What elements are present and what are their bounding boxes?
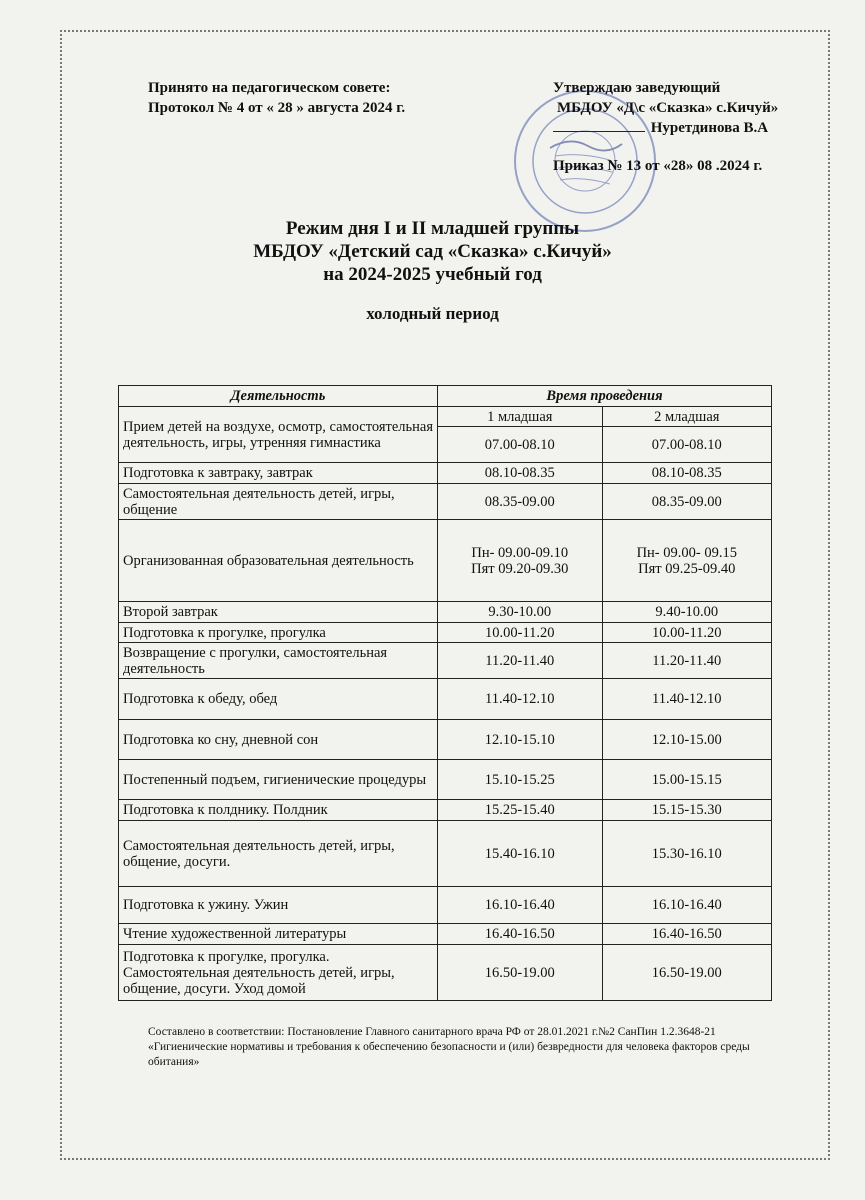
activity-cell: Возвращение с прогулки, самостоятельная деятельность (119, 643, 438, 679)
table-row (119, 924, 772, 945)
time-cell: 12.10-15.00 (602, 720, 771, 760)
approved-line-1: Утверждаю заведующий (553, 80, 721, 96)
time-fri: Пят 09.20-09.30 (471, 560, 569, 577)
approval-line-1: Принято на педагогическом совете: (148, 80, 391, 96)
time-cell: 16.50-19.00 (602, 945, 771, 1001)
activity-cell: Чтение художественной литературы (119, 924, 438, 945)
table-row (119, 520, 772, 602)
table-header-row (119, 386, 772, 407)
signer-name: Нуретдинова В.А (650, 120, 769, 136)
column-header-time: Время проведения (438, 386, 772, 407)
activity-cell: Прием детей на воздухе, осмотр, самостоятельная деятельность, игры, утренняя гимнастика (119, 407, 438, 463)
signature-line (553, 118, 778, 138)
signature-blank (553, 131, 645, 132)
group-2-header: 2 младшая (602, 407, 771, 427)
activity-cell: Самостоятельная деятельность детей, игры, общение, досуги. (119, 821, 438, 887)
time-cell: 15.40-16.10 (438, 821, 603, 887)
table-row (119, 800, 772, 821)
time-cell: 15.25-15.40 (438, 800, 603, 821)
academic-year: на 2024-2025 учебный год (323, 264, 542, 285)
table-row (119, 602, 772, 623)
time-cell: 08.35-09.00 (438, 484, 603, 520)
time-cell: 16.40-16.50 (602, 924, 771, 945)
time-cell: 10.00-11.20 (438, 623, 603, 643)
time-mon: Пн- 09.00- 09.15 (636, 544, 737, 561)
table-row (119, 720, 772, 760)
time-cell: 08.10-08.35 (602, 463, 771, 484)
table-row (119, 407, 772, 427)
time-fri: Пят 09.25-09.40 (638, 560, 736, 577)
activity-cell: Подготовка к обеду, обед (119, 679, 438, 720)
activity-cell: Подготовка к прогулке, прогулка (119, 623, 438, 643)
activity-cell: Организованная образовательная деятельность (119, 520, 438, 602)
approval-block (148, 78, 405, 118)
time-cell: 16.40-16.50 (438, 924, 603, 945)
time-cell: 07.00-08.10 (438, 427, 603, 463)
time-cell: 15.30-16.10 (602, 821, 771, 887)
time-mon: Пн- 09.00-09.10 (471, 544, 569, 561)
legal-footnote: Составлено в соответствии: Постановление Главного санитарного врача РФ от 28.01.2021 г.№2 СанПин 1.2.3648-21 «Гигиенические нормативы и требования к обеспечению безопасности и (или) безвредности для человека факторов среды обитания» (148, 1026, 750, 1068)
activity-cell: Самостоятельная деятельность детей, игры, общение (119, 484, 438, 520)
time-cell: 15.10-15.25 (438, 760, 603, 800)
table-row (119, 760, 772, 800)
time-cell: 16.10-16.40 (602, 887, 771, 924)
activity-cell: Постепенный подъем, гигиенические процедуры (119, 760, 438, 800)
schedule-table (118, 385, 772, 1001)
activity-cell: Подготовка к завтраку, завтрак (119, 463, 438, 484)
time-cell: 12.10-15.10 (438, 720, 603, 760)
institution-name: МБДОУ «Детский сад «Сказка» с.Кичуй» (253, 241, 612, 262)
time-cell: 08.35-09.00 (602, 484, 771, 520)
activity-cell: Подготовка к прогулке, прогулка. Самостоятельная деятельность детей, игры, общение, досуги. Уход домой (119, 945, 438, 1001)
table-row (119, 484, 772, 520)
document-title: Режим дня I и II младшей группы (285, 218, 580, 239)
table-row (119, 623, 772, 643)
table-row (119, 679, 772, 720)
table-row (119, 945, 772, 1001)
time-cell: 11.20-11.40 (602, 643, 771, 679)
time-cell: 15.00-15.15 (602, 760, 771, 800)
time-cell: 08.10-08.35 (438, 463, 603, 484)
period-title: холодный период (366, 304, 499, 323)
time-cell: 16.50-19.00 (438, 945, 603, 1001)
table-row (119, 887, 772, 924)
time-cell: 9.40-10.00 (602, 602, 771, 623)
time-cell: 11.40-12.10 (438, 679, 603, 720)
time-cell: 11.40-12.10 (602, 679, 771, 720)
time-cell (602, 520, 771, 602)
activity-cell: Подготовка к ужину. Ужин (119, 887, 438, 924)
activity-cell: Подготовка ко сну, дневной сон (119, 720, 438, 760)
column-header-activity: Деятельность (119, 386, 438, 407)
time-cell: 07.00-08.10 (602, 427, 771, 463)
table-row (119, 463, 772, 484)
table-row (119, 821, 772, 887)
approval-line-2: Протокол № 4 от « 28 » августа 2024 г. (148, 100, 406, 116)
group-1-header: 1 младшая (438, 407, 603, 427)
approved-by-block (553, 78, 778, 176)
table-row (119, 643, 772, 679)
approved-line-2: МБДОУ «Д\с «Сказка» с.Кичуй» (557, 100, 779, 116)
activity-cell: Подготовка к полднику. Полдник (119, 800, 438, 821)
order-line: Приказ № 13 от «28» 08 .2024 г. (553, 158, 763, 174)
time-cell: 11.20-11.40 (438, 643, 603, 679)
time-cell: 16.10-16.40 (438, 887, 603, 924)
activity-cell: Второй завтрак (119, 602, 438, 623)
time-cell: 9.30-10.00 (438, 602, 603, 623)
time-cell (438, 520, 603, 602)
time-cell: 15.15-15.30 (602, 800, 771, 821)
time-cell: 10.00-11.20 (602, 623, 771, 643)
